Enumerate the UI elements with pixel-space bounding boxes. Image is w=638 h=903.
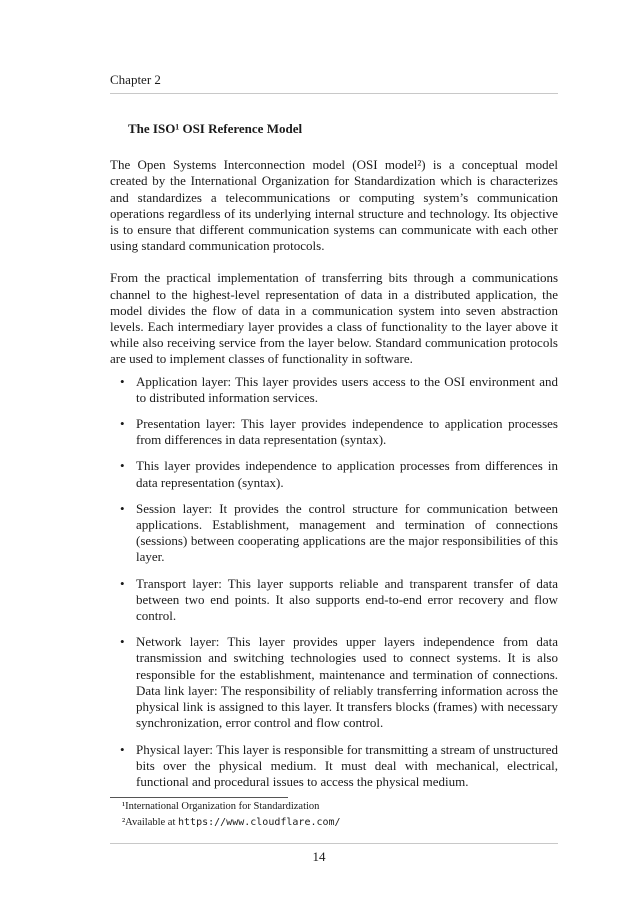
list-item-text: Application layer: This layer provides users access to the OSI environment and to distributed information services.	[136, 373, 558, 405]
bullet-icon: •	[120, 458, 125, 474]
page-number: 14	[312, 849, 326, 864]
list-item-text: Session layer: It provides the control structure for communication between applications. Establishment, management and termination of connections (sessions) between cooperating applications are the major responsibilities of this layer.	[136, 500, 558, 565]
list-item	[110, 416, 558, 448]
list-item-text: Network layer: This layer provides upper layers independence from data transmission and switching technologies used to connect systems. It is also responsible for the establishment, maintenance and termination of connections. Data link layer: The responsibility of reliably transferring information across the physical link is assigned to this layer. It transfers blocks (frames) with necessary synchronization, error control and flow control.	[136, 634, 558, 731]
bullet-icon: •	[120, 634, 125, 650]
section-title: The ISO¹ OSI Reference Model	[128, 121, 303, 136]
list-item-text: Transport layer: This layer supports reliable and transparent transfer of data between two end points. It also supports end-to-end error recovery and flow control.	[136, 575, 558, 624]
list-item-text: Presentation layer: This layer provides independence to application processes from differences in data representation (syntax).	[136, 416, 558, 448]
list-item	[110, 576, 558, 625]
list-item-text: Physical layer: This layer is responsible for transmitting a stream of unstructured bits over the physical medium. It must deal with mechanical, electrical, functional and procedural issues to access the physical medium.	[136, 741, 558, 789]
osi-layer-list	[110, 374, 558, 790]
list-item	[110, 634, 558, 731]
footnote-1: ¹International Organization for Standardization	[122, 801, 320, 812]
page-body	[110, 113, 558, 800]
footnotes	[122, 799, 341, 831]
footer-divider	[110, 843, 558, 844]
footnote-2-text: ²Available at	[122, 817, 179, 828]
bullet-icon: •	[120, 373, 125, 389]
paragraph-intro: The Open Systems Interconnection model (OSI model²) is a conceptual model created by the International Organization for Standardization which is characterizes and standardizes a telecommunications or computing system’s communication operations regardless of its underlying internal structure and technology. Its objective is to ensure that different communication systems can communicate with each other using standard communication protocols.	[110, 157, 558, 254]
paragraph-layers: From the practical implementation of transferring bits through a communications channel to the highest-level representation of data in a distributed application, the model divides the flow of data in a communication system into seven abstraction levels. Each intermediary layer provides a class of functionality to the layer above it while also receiving service from the layer below. Standard communication protocols are used to implement classes of functionality in software.	[110, 270, 558, 367]
bullet-icon: •	[120, 416, 125, 432]
list-item-text: This layer provides independence to application processes from differences in data representation (syntax).	[136, 458, 558, 490]
list-item	[110, 742, 558, 791]
footnote-2-link[interactable]: https://www.cloudflare.com/	[178, 817, 341, 828]
bullet-icon: •	[120, 500, 125, 516]
footnote-2	[122, 815, 341, 831]
list-item	[110, 458, 558, 490]
list-item	[110, 501, 558, 566]
bullet-icon: •	[120, 741, 125, 757]
bullet-icon: •	[120, 575, 125, 591]
list-item	[110, 374, 558, 406]
footnote-divider	[110, 797, 288, 798]
header-divider	[110, 93, 558, 94]
running-header: Chapter 2	[110, 72, 161, 87]
